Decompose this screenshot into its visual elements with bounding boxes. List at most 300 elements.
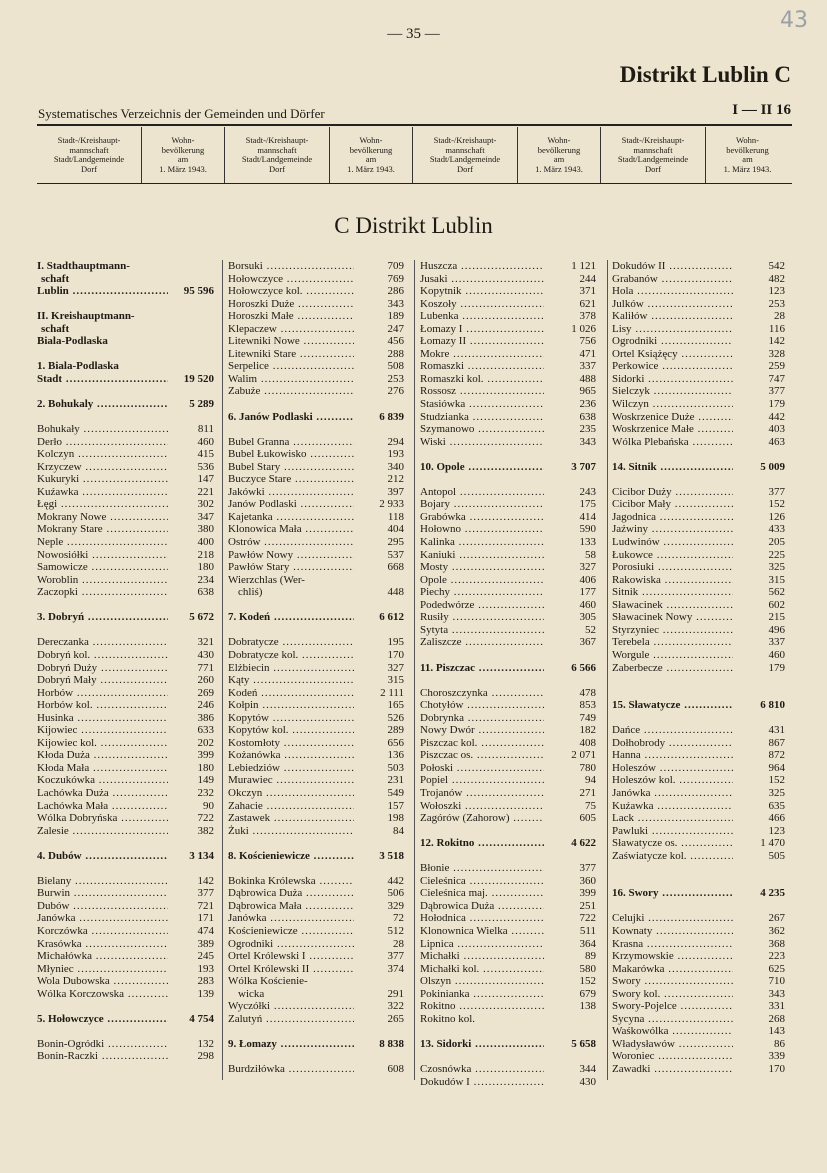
- place-name: Cieleśnica .....: [420, 875, 544, 888]
- list-item: [228, 963, 404, 976]
- population-value: 1 470: [760, 837, 785, 850]
- population-value: 508: [387, 360, 404, 373]
- population-value: 399: [579, 887, 596, 900]
- list-item: [228, 1063, 404, 1076]
- list-item: [228, 385, 404, 398]
- spacer: [420, 850, 596, 863]
- list-item: [420, 963, 596, 976]
- list-item: [420, 699, 596, 712]
- place-name: Czosnówka .....: [420, 1063, 544, 1076]
- place-name: 16. Swory .....: [612, 887, 733, 900]
- population-value: 608: [387, 1063, 404, 1075]
- list-item: [420, 561, 596, 574]
- spacer: [612, 900, 785, 913]
- list-item: [420, 310, 596, 323]
- place-name: Mokrany Nowe .....: [37, 511, 168, 524]
- place-name: Zawadki .....: [612, 1063, 733, 1076]
- list-item: [612, 925, 785, 938]
- list-item: [37, 812, 214, 825]
- list-item: [228, 586, 404, 599]
- list-item: [612, 348, 785, 361]
- place-name: Wólka Kościenie-: [228, 975, 308, 988]
- place-name: Dąbrowica Duża .....: [228, 887, 354, 900]
- place-name: 5. Hołowczyce .....: [37, 1013, 168, 1026]
- list-item: [420, 749, 596, 762]
- list-item: [612, 774, 785, 787]
- place-name: Łomazy I .....: [420, 323, 544, 336]
- place-name: Mokre .....: [420, 348, 544, 361]
- population-value: 399: [197, 749, 214, 762]
- population-value: 6 839: [379, 410, 404, 423]
- list-item: [228, 486, 404, 499]
- place-name: Władysławów .....: [612, 1038, 733, 1051]
- place-name: Ludwinów .....: [612, 536, 733, 549]
- place-name: Kłoda Duża .....: [37, 749, 168, 762]
- population-value: 6 810: [760, 699, 785, 712]
- list-item: [612, 574, 785, 587]
- population-value: 386: [197, 711, 214, 724]
- place-name: Cicibor Mały .....: [612, 498, 733, 511]
- list-item: [612, 398, 785, 411]
- place-name: Lisy .....: [612, 323, 733, 336]
- place-name: Krzyczew .....: [37, 461, 168, 474]
- place-name: Ortel Królewski II .....: [228, 963, 354, 976]
- population-value: 4 235: [760, 887, 785, 900]
- place-name: Elżbiecin .....: [228, 662, 354, 675]
- list-item: [228, 812, 404, 825]
- list-item: [612, 323, 785, 336]
- list-column-1: [37, 260, 214, 1063]
- list-item: [37, 523, 214, 536]
- place-name: Swory .....: [612, 975, 733, 988]
- population-value: 511: [579, 924, 596, 937]
- population-value: 244: [579, 272, 596, 285]
- place-name: Horbów .....: [37, 687, 168, 700]
- population-value: 430: [197, 648, 214, 661]
- list-item: [228, 699, 404, 712]
- list-item: [228, 662, 404, 675]
- list-item: [420, 1038, 596, 1051]
- place-name: Klepaczew .....: [228, 323, 354, 336]
- population-value: 283: [197, 975, 214, 988]
- place-name: Hanna .....: [612, 749, 733, 762]
- list-item: [37, 687, 214, 700]
- place-name: Litewniki Stare .....: [228, 348, 354, 361]
- spacer: [228, 398, 404, 411]
- spacer: [37, 1000, 214, 1013]
- place-name: Kodeń .....: [228, 687, 354, 700]
- place-name: Romaszki .....: [420, 360, 544, 373]
- population-value: 123: [768, 824, 785, 837]
- column-divider: [414, 260, 415, 1080]
- population-value: 198: [387, 812, 404, 825]
- population-value: 175: [579, 498, 596, 511]
- place-name: 15. Sławatycze .....: [612, 699, 733, 712]
- place-name: Styrzyniec .....: [612, 624, 733, 637]
- population-value: 234: [197, 573, 214, 586]
- list-item: [37, 561, 214, 574]
- list-item: [228, 787, 404, 800]
- spacer: [37, 411, 214, 424]
- place-name: Rossosz .....: [420, 385, 544, 398]
- place-name: Wołoszki .....: [420, 800, 544, 813]
- population-value: 171: [197, 912, 214, 925]
- spacer: [420, 674, 596, 687]
- place-name: Opole .....: [420, 574, 544, 587]
- list-item: [228, 950, 404, 963]
- population-value: 329: [387, 899, 404, 912]
- population-value: [354, 574, 404, 587]
- population-value: 322: [387, 1000, 404, 1013]
- place-name: Hołowno .....: [420, 523, 544, 536]
- list-item: [228, 938, 404, 951]
- list-item: [612, 523, 785, 536]
- place-name: Hola .....: [612, 285, 733, 298]
- population-value: 442: [768, 410, 785, 423]
- list-item: [228, 574, 404, 587]
- place-name: Kownaty .....: [612, 925, 733, 938]
- population-value: 152: [768, 774, 785, 787]
- place-name: Antopol .....: [420, 486, 544, 499]
- place-name: 6. Janów Podlaski .....: [228, 411, 354, 424]
- population-value: 8 838: [379, 1037, 404, 1050]
- population-value: 5 289: [189, 398, 214, 411]
- list-item: [420, 461, 596, 474]
- list-item: [420, 323, 596, 336]
- place-name: schaft: [41, 272, 70, 285]
- spacer: [612, 875, 785, 888]
- place-name: Kopytnik .....: [420, 285, 544, 298]
- list-item: [228, 749, 404, 762]
- population-value: 344: [579, 1063, 596, 1075]
- place-name: Kopytów kol. .....: [228, 724, 354, 737]
- place-name: Zabuże .....: [228, 385, 354, 398]
- place-name: Błonie .....: [420, 862, 544, 875]
- place-name: Michałki .....: [420, 950, 544, 963]
- place-name: Zaczopki .....: [37, 586, 168, 599]
- population-value: 780: [579, 761, 596, 774]
- place-name: Bubel Granna .....: [228, 436, 354, 449]
- population-value: 337: [579, 360, 596, 373]
- population-value: 965: [579, 385, 596, 398]
- list-item: [228, 1038, 404, 1051]
- population-value: 138: [579, 1000, 596, 1013]
- list-item: [612, 1000, 785, 1013]
- place-name: Husinka .....: [37, 712, 168, 725]
- list-item: [420, 599, 596, 612]
- spacer: [612, 674, 785, 687]
- population-value: 289: [387, 724, 404, 737]
- list-item: [420, 574, 596, 587]
- list-item: [420, 436, 596, 449]
- population-value: 3 134: [189, 849, 214, 862]
- population-value: 28: [774, 310, 785, 323]
- population-value: 118: [387, 510, 404, 523]
- place-name: Dobratycze kol. .....: [228, 649, 354, 662]
- population-value: 526: [387, 711, 404, 724]
- list-item: [420, 662, 596, 675]
- list-item: [420, 1013, 596, 1026]
- spacer: [37, 1025, 214, 1038]
- place-name: Dereczanka .....: [37, 636, 168, 649]
- place-name: Bokinka Królewska .....: [228, 875, 354, 888]
- population-value: 602: [768, 598, 785, 611]
- list-item: [228, 887, 404, 900]
- population-value: 28: [393, 937, 404, 950]
- place-name: Jagodnica .....: [612, 511, 733, 524]
- column-divider: [222, 260, 223, 1080]
- place-name: Woroniec .....: [612, 1050, 733, 1063]
- population-value: 170: [768, 1063, 785, 1075]
- place-name: Woskrzenice Małe .....: [612, 423, 733, 436]
- population-value: 656: [387, 736, 404, 749]
- place-name: Zaberbecze .....: [612, 662, 733, 675]
- population-value: 142: [768, 335, 785, 348]
- list-item: [37, 360, 214, 373]
- population-value: 374: [387, 962, 404, 975]
- list-item: [228, 549, 404, 562]
- column-divider: [607, 260, 608, 1080]
- place-name: Ogrodniki .....: [228, 938, 354, 951]
- list-item: [420, 423, 596, 436]
- population-value: 460: [768, 648, 785, 661]
- list-item: [420, 586, 596, 599]
- list-item: [612, 561, 785, 574]
- place-name: Zalutyń .....: [228, 1013, 354, 1026]
- place-name: Koszoły .....: [420, 298, 544, 311]
- spacer: [420, 473, 596, 486]
- place-name: 13. Sidorki .....: [420, 1038, 544, 1051]
- list-item: [228, 260, 404, 273]
- place-name: Pawłów Stary .....: [228, 561, 354, 574]
- list-item: [37, 373, 214, 386]
- population-value: 512: [387, 924, 404, 937]
- spacer: [612, 473, 785, 486]
- list-item: [420, 988, 596, 1001]
- spacer: [420, 1025, 596, 1038]
- list-item: [612, 511, 785, 524]
- col-header-pop: Wohn- bevölkerung am 1. März 1943.: [142, 127, 225, 183]
- list-item: [420, 1076, 596, 1089]
- list-item: [228, 800, 404, 813]
- list-item: [37, 875, 214, 888]
- place-name: Hołodnica .....: [420, 912, 544, 925]
- population-value: 193: [197, 962, 214, 975]
- population-value: 212: [387, 473, 404, 486]
- population-value: 360: [579, 874, 596, 887]
- list-item: [37, 536, 214, 549]
- population-value: 433: [768, 523, 785, 536]
- place-name: Jusaki .....: [420, 273, 544, 286]
- population-value: 482: [768, 272, 785, 285]
- population-value: 380: [197, 523, 214, 536]
- population-value: 337: [768, 636, 785, 649]
- list-item: [612, 837, 785, 850]
- population-value: 377: [197, 887, 214, 900]
- population-value: 72: [393, 912, 404, 925]
- list-item: [228, 536, 404, 549]
- place-name: Michałki kol. .....: [420, 963, 544, 976]
- place-name: Waśkowólka .....: [612, 1025, 733, 1038]
- population-value: 152: [579, 975, 596, 988]
- list-item: [228, 310, 404, 323]
- population-value: 580: [579, 962, 596, 975]
- place-name: Zahacie .....: [228, 800, 354, 813]
- place-name: Ortel Książęcy .....: [612, 348, 733, 361]
- place-name: Kaliłów .....: [612, 310, 733, 323]
- list-item: [37, 674, 214, 687]
- place-name: Wólka Dobryńska .....: [37, 812, 168, 825]
- place-name: Holeszów kol. .....: [612, 774, 733, 787]
- population-value: 133: [579, 536, 596, 549]
- list-item: [37, 800, 214, 813]
- spacer: [228, 862, 404, 875]
- list-item: [420, 348, 596, 361]
- place-name: Mokrany Stare .....: [37, 523, 168, 536]
- population-value: 152: [768, 498, 785, 511]
- population-value: 126: [768, 510, 785, 523]
- population-value: 294: [387, 435, 404, 448]
- place-name: Dąbrowica Duża .....: [420, 900, 544, 913]
- population-value: 180: [197, 561, 214, 574]
- place-name: Bubel Stary .....: [228, 461, 354, 474]
- list-item: [37, 938, 214, 951]
- population-value: 193: [387, 448, 404, 461]
- population-value: 872: [768, 749, 785, 762]
- list-item: [612, 586, 785, 599]
- list-item: [420, 724, 596, 737]
- volume-label: I — II 16: [732, 102, 791, 118]
- population-value: 246: [197, 699, 214, 712]
- population-value: 269: [197, 686, 214, 699]
- population-value: 179: [768, 661, 785, 674]
- population-value: 377: [768, 385, 785, 398]
- list-item: [228, 298, 404, 311]
- list-item: [37, 975, 214, 988]
- list-item: [420, 862, 596, 875]
- spacer: [228, 1025, 404, 1038]
- population-value: 268: [768, 1012, 785, 1025]
- list-item: [37, 486, 214, 499]
- place-name: Janówka .....: [228, 912, 354, 925]
- list-item: [612, 1050, 785, 1063]
- place-name: Krasówka .....: [37, 938, 168, 951]
- place-name: Kąty .....: [228, 674, 354, 687]
- population-value: 1 121: [571, 260, 596, 272]
- population-value: 414: [579, 510, 596, 523]
- place-name: Janówka .....: [612, 787, 733, 800]
- place-name: Młyniec .....: [37, 963, 168, 976]
- place-name: Horoszki Małe .....: [228, 310, 354, 323]
- population-value: 400: [197, 536, 214, 549]
- place-name: Choroszczynka .....: [420, 687, 544, 700]
- place-name: Dokudów I .....: [420, 1076, 544, 1089]
- list-item: [420, 373, 596, 386]
- list-item: [612, 699, 785, 712]
- population-value: 180: [197, 761, 214, 774]
- place-name: Romaszki kol. .....: [420, 373, 544, 386]
- list-item: [420, 975, 596, 988]
- list-item: [612, 988, 785, 1001]
- spacer: [37, 298, 214, 311]
- place-name: Kijowiec kol. .....: [37, 737, 168, 750]
- place-name: Derło .....: [37, 436, 168, 449]
- list-item: [612, 800, 785, 813]
- list-item: [612, 825, 785, 838]
- list-item: [228, 523, 404, 536]
- list-item: [420, 285, 596, 298]
- population-value: 964: [768, 761, 785, 774]
- list-item: [228, 511, 404, 524]
- list-item: [612, 599, 785, 612]
- population-value: 2 111: [380, 686, 404, 699]
- place-name: Połoski .....: [420, 762, 544, 775]
- list-item: [612, 950, 785, 963]
- population-value: 562: [768, 586, 785, 599]
- population-value: 431: [768, 724, 785, 737]
- place-name: 11. Piszczac .....: [420, 662, 544, 675]
- list-item: [228, 912, 404, 925]
- population-value: 4 622: [571, 837, 596, 850]
- population-value: 321: [197, 636, 214, 649]
- list-item: [37, 774, 214, 787]
- place-name: Samowicze .....: [37, 561, 168, 574]
- list-item: [37, 398, 214, 411]
- population-value: 668: [387, 561, 404, 574]
- list-item: [612, 963, 785, 976]
- place-name: 8. Kościeniewicze .....: [228, 850, 354, 863]
- place-name: Piechy .....: [420, 586, 544, 599]
- list-item: [612, 649, 785, 662]
- list-item: [228, 774, 404, 787]
- place-name: 3. Dobryń .....: [37, 611, 168, 624]
- list-item: [420, 1063, 596, 1076]
- population-value: 327: [387, 661, 404, 674]
- place-name: Stasiówka .....: [420, 398, 544, 411]
- list-item: [228, 875, 404, 888]
- list-item: [37, 850, 214, 863]
- spacer: [37, 837, 214, 850]
- list-item: [612, 762, 785, 775]
- place-name: Swory-Pojelce .....: [612, 1000, 733, 1013]
- list-item: [420, 925, 596, 938]
- place-name: Nowy Dwór .....: [420, 724, 544, 737]
- list-item: [37, 436, 214, 449]
- place-name: Wola Dubowska .....: [37, 975, 168, 988]
- list-item: [612, 385, 785, 398]
- list-item: [228, 724, 404, 737]
- population-value: 343: [768, 987, 785, 1000]
- population-value: 371: [579, 285, 596, 298]
- population-value: 621: [579, 297, 596, 310]
- population-value: 478: [579, 686, 596, 699]
- corner-mark: 43: [780, 8, 808, 33]
- spacer: [612, 712, 785, 725]
- place-name: Mosty .....: [420, 561, 544, 574]
- population-value: 488: [579, 372, 596, 385]
- place-name: schaft: [41, 322, 70, 335]
- list-item: [420, 762, 596, 775]
- place-name: Ortel Królewski I .....: [228, 950, 354, 963]
- population-value: 466: [768, 812, 785, 825]
- population-value: 5 009: [760, 460, 785, 473]
- list-item: [37, 574, 214, 587]
- population-value: 471: [579, 347, 596, 360]
- population-value: 179: [768, 398, 785, 411]
- place-name: Grabówka .....: [420, 511, 544, 524]
- list-item: [37, 1050, 214, 1063]
- place-name: Jaźwiny .....: [612, 523, 733, 536]
